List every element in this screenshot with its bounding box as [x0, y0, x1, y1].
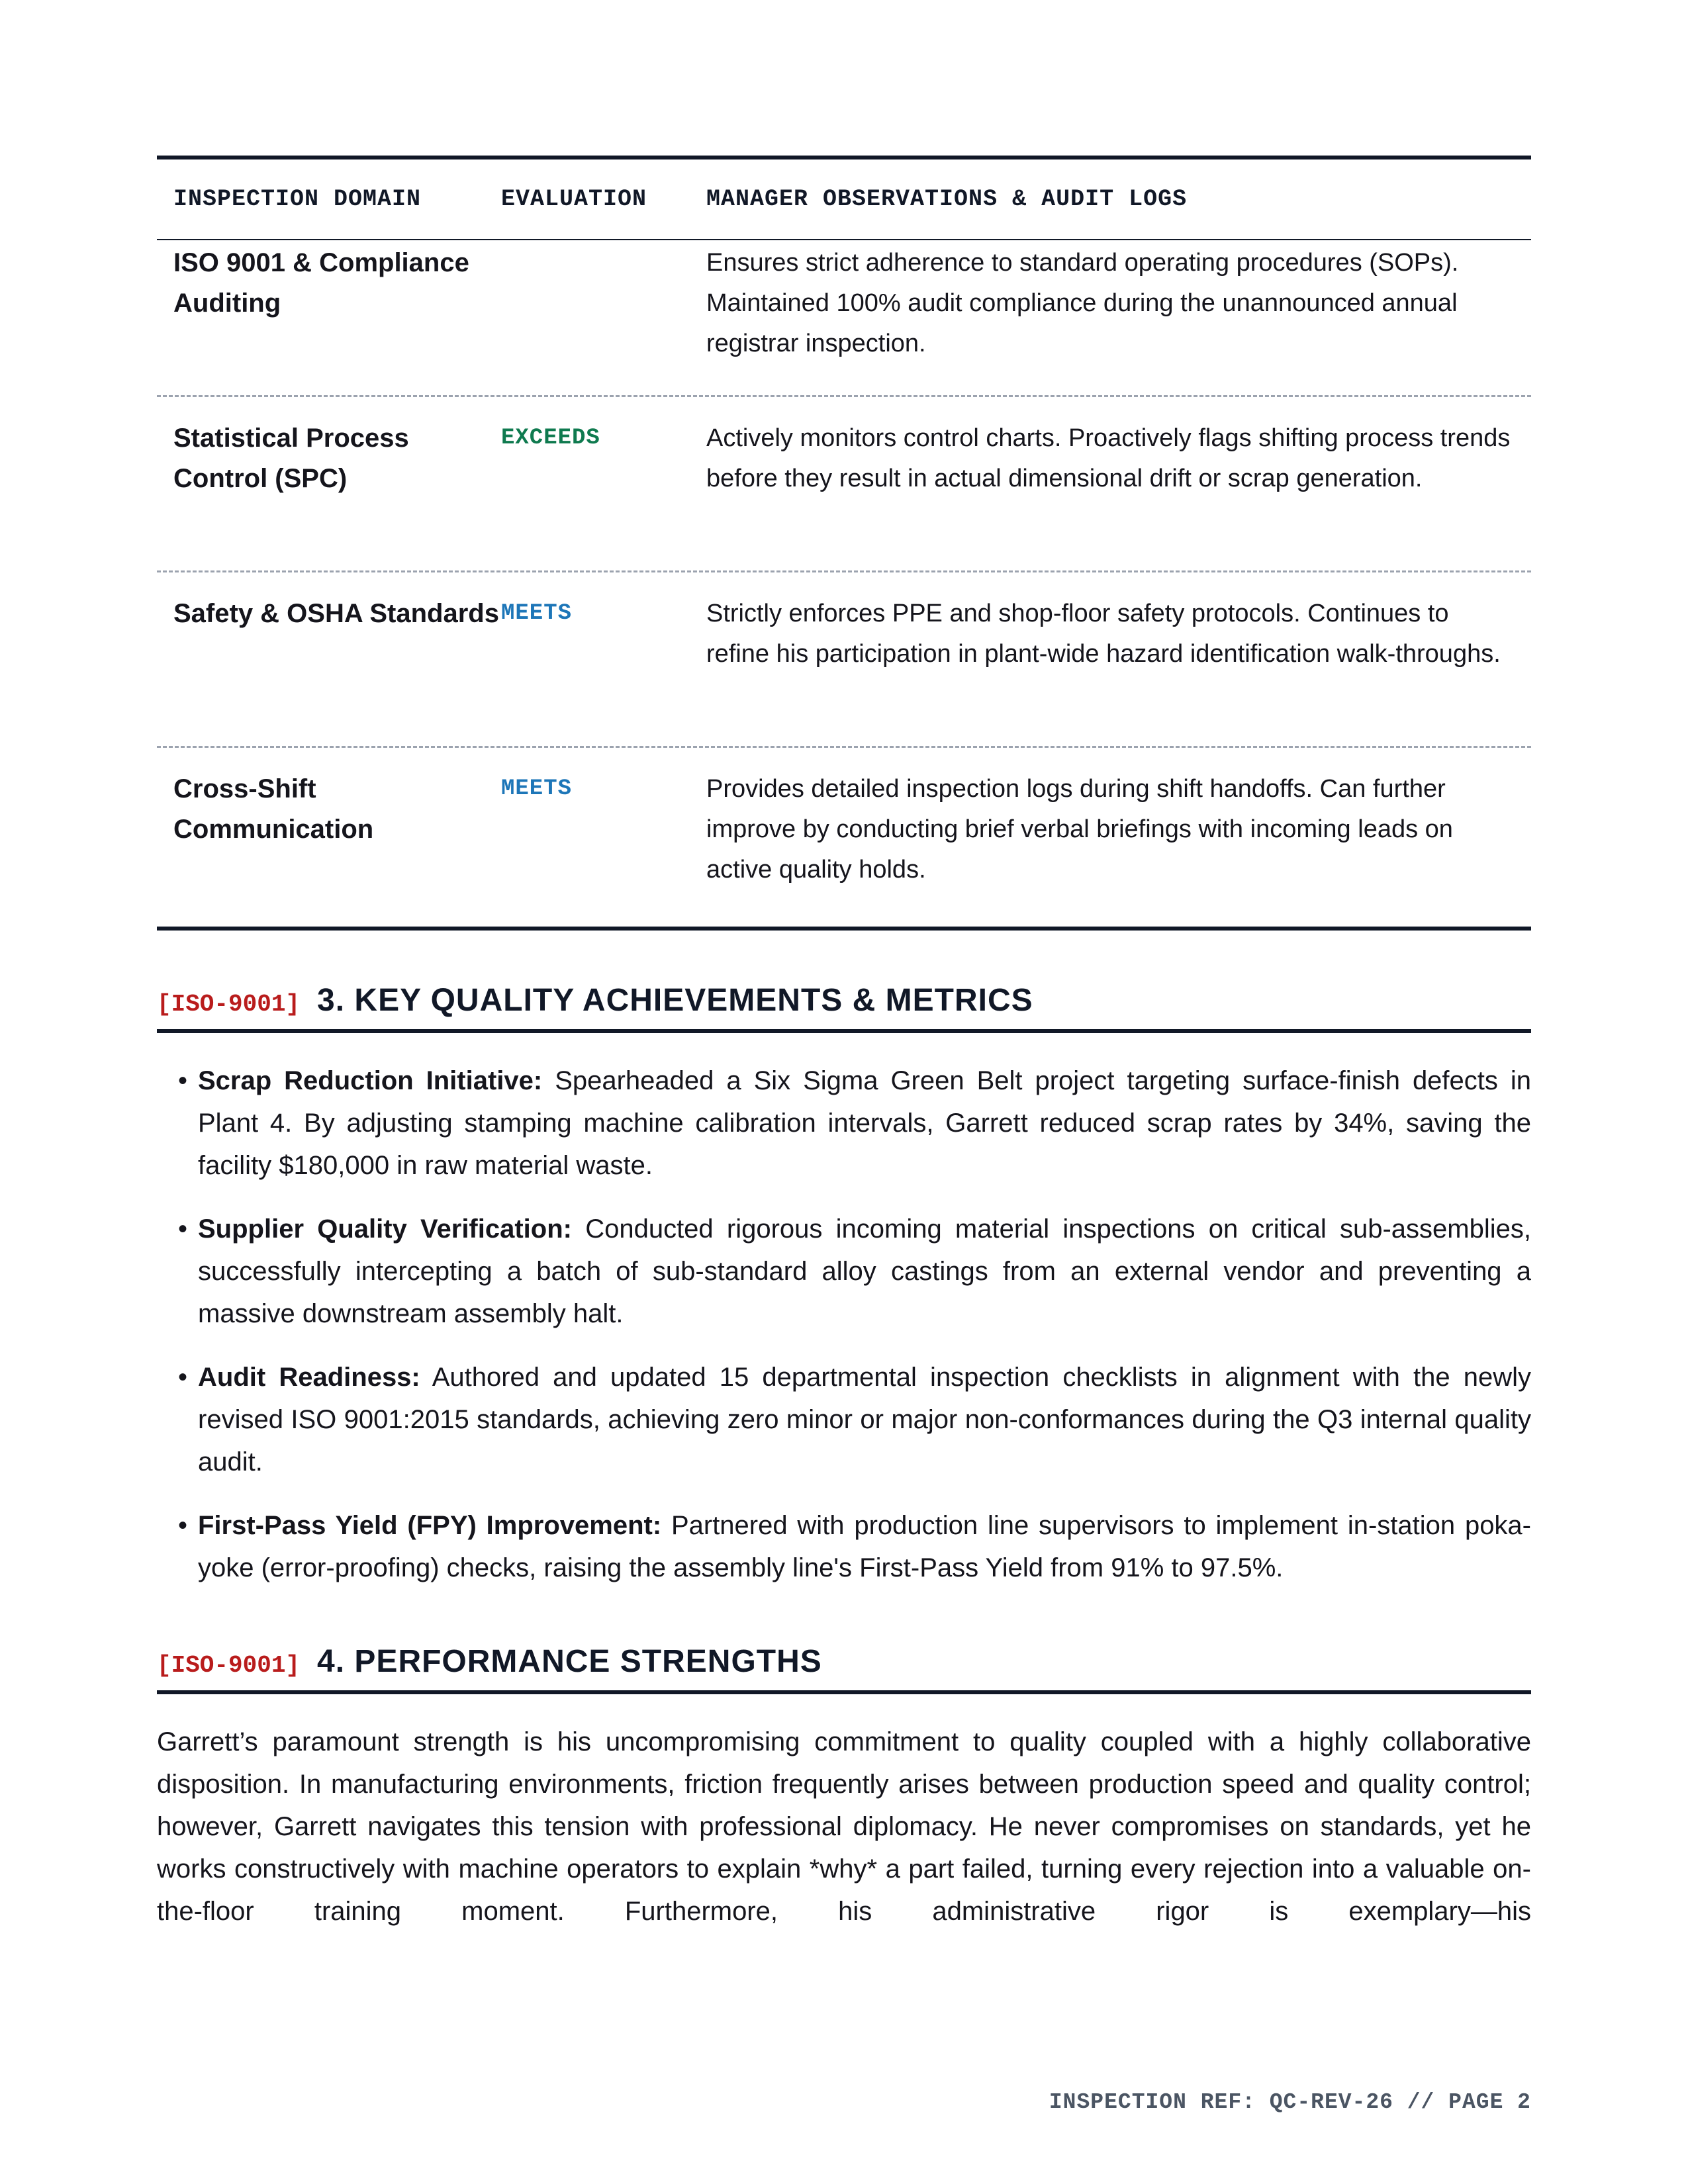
- bullet-marker: •: [178, 1214, 188, 1244]
- section-title: 3. KEY QUALITY ACHIEVEMENTS & METRICS: [317, 983, 1033, 1018]
- item-text: Partnered with production line supervisors to implement in-station poka-yoke (error-proofing) checks, raising the assembly line's First-Pass Yield from 91% to 97.5%.: [198, 1511, 1531, 1582]
- list-item: [157, 1208, 1531, 1335]
- table-row: [157, 240, 1531, 397]
- table-row: [157, 748, 1531, 927]
- header-observations: MANAGER OBSERVATIONS & AUDIT LOGS: [706, 186, 1188, 212]
- row-domain: Cross-Shift Communication: [173, 774, 374, 844]
- item-label: Audit Readiness:: [198, 1363, 420, 1392]
- item-label: Supplier Quality Verification:: [198, 1214, 572, 1244]
- item-label: Scrap Reduction Initiative:: [198, 1066, 543, 1095]
- header-evaluation: EVALUATION: [501, 186, 647, 212]
- row-domain: Statistical Process Control (SPC): [173, 424, 409, 493]
- row-observation: Actively monitors control charts. Proactively flags shifting process trends before they result in actual dimensional drift or scrap generation.: [706, 424, 1511, 492]
- item-text: Authored and updated 15 departmental inspection checklists in alignment with the newly revised ISO 9001:2015 standards, achieving zero minor or major non-conformances during the Q3 internal quality audit.: [198, 1363, 1531, 1477]
- bullet-marker: •: [178, 1363, 188, 1392]
- header-inspection-domain: INSPECTION DOMAIN: [173, 186, 422, 212]
- bullet-marker: •: [178, 1066, 188, 1095]
- table-row: [157, 397, 1531, 572]
- item-text: Spearheaded a Six Sigma Green Belt project targeting surface-finish defects in Plant 4. By adjusting stamping machine calibration intervals, Garrett reduced scrap rates by 34%, saving the facility $180,000 in raw material waste.: [198, 1066, 1531, 1180]
- document-page: [157, 156, 1531, 1959]
- row-domain: Safety & OSHA Standards: [173, 599, 499, 628]
- list-item: [157, 1356, 1531, 1483]
- row-observation: Provides detailed inspection logs during shift handoffs. Can further improve by conducting brief verbal briefings with incoming leads on active quality holds.: [706, 775, 1453, 884]
- section-tag: [ISO-9001]: [157, 1652, 301, 1679]
- row-evaluation-badge: MEETS: [501, 601, 573, 626]
- bullet-marker: •: [178, 1511, 188, 1540]
- item-label: First-Pass Yield (FPY) Improvement:: [198, 1511, 662, 1540]
- section-tag: [ISO-9001]: [157, 991, 301, 1018]
- row-observation: Strictly enforces PPE and shop-floor safety protocols. Continues to refine his participation in plant-wide hazard identification walk-throughs.: [706, 600, 1501, 668]
- list-item: [157, 1060, 1531, 1187]
- item-text: Conducted rigorous incoming material inspections on critical sub-assemblies, successfully intercepting a batch of sub-standard alloy castings from an external vendor and preventing a massive downstream assembly halt.: [198, 1214, 1531, 1328]
- page-footer: INSPECTION REF: QC-REV-26 // PAGE 2: [1049, 2090, 1531, 2115]
- list-item: [157, 1504, 1531, 1589]
- section-4-heading: [157, 1643, 1531, 1694]
- table-row: [157, 572, 1531, 748]
- table-header: [157, 159, 1531, 240]
- row-observation: Ensures strict adherence to standard operating procedures (SOPs). Maintained 100% audit compliance during the unannounced annual registrar inspection.: [706, 249, 1459, 357]
- achievements-list: [157, 1060, 1531, 1589]
- row-evaluation-badge: MEETS: [501, 776, 573, 801]
- row-evaluation-badge: EXCEEDS: [501, 426, 600, 451]
- strengths-paragraph: Garrett’s paramount strength is his uncompromising commitment to quality coupled with a highly collaborative disposition. In manufacturing environments, friction frequently arises between production speed and quality control; however, Garrett navigates this tension with professional diplomacy. He never compromises on standards, yet he works constructively with machine operators to explain *why* a part failed, turning every rejection into a valuable on-the-floor training moment. Furthermore, his administrative rigor is exemplary—his: [157, 1727, 1531, 1926]
- row-domain: ISO 9001 & Compliance Auditing: [173, 248, 469, 318]
- section-title: 4. PERFORMANCE STRENGTHS: [317, 1644, 822, 1679]
- evaluation-table: [157, 156, 1531, 931]
- section-3-heading: [157, 982, 1531, 1033]
